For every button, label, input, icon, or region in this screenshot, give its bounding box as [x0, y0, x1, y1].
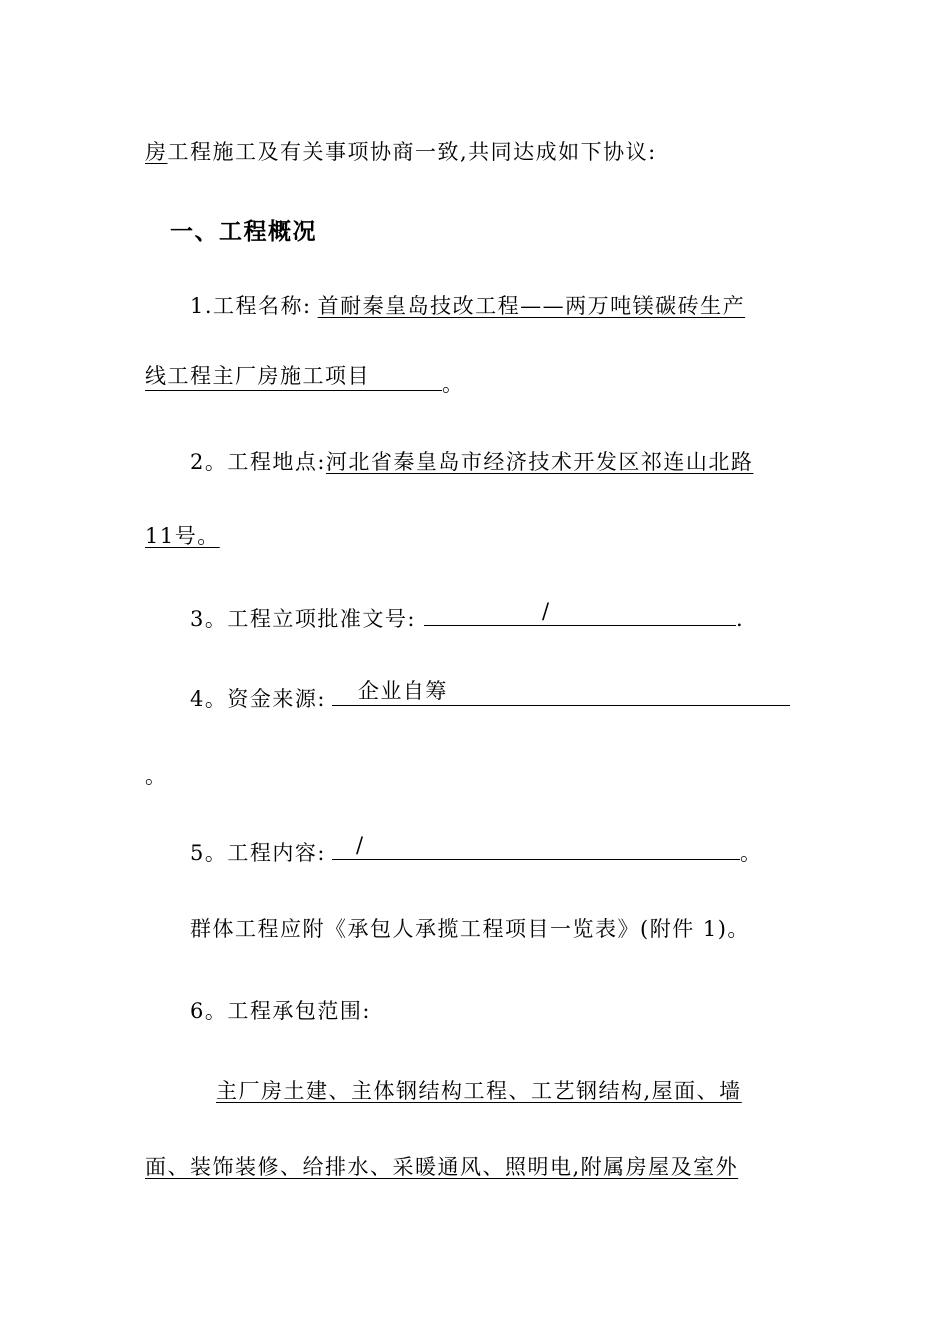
- paragraph-line: [145, 138, 657, 166]
- item3-line: [190, 599, 745, 633]
- item4-line: [190, 679, 790, 713]
- item4-label: 4。资金来源:: [190, 687, 326, 711]
- item6-scope-line-a: [190, 1077, 742, 1105]
- item6-scope-a: 主厂房土建、主体钢结构工程、工艺钢结构,屋面、墙: [216, 1079, 742, 1103]
- note-text: 群体工程应附《承包人承揽工程项目一览表》(附件 1)。: [190, 917, 750, 941]
- item6-line: [190, 997, 371, 1025]
- paragraph-text: 工程施工及有关事项协商一致,共同达成如下协议:: [167, 140, 657, 164]
- item2-line-b: [145, 522, 220, 550]
- item4-value: 企业自筹: [357, 679, 448, 703]
- item5-line: [190, 833, 763, 867]
- section-heading: 一、工程概况: [170, 219, 317, 245]
- note-line: [190, 915, 750, 943]
- item1-line-a: [190, 292, 745, 320]
- item6-scope-b: 面、装饰装修、给排水、采暖通风、照明电,附属房屋及室外: [145, 1155, 739, 1179]
- item4-end: 。: [145, 764, 168, 788]
- item3-value: /: [541, 599, 551, 623]
- item3-value-blank: [424, 599, 736, 626]
- item2-line-a: [190, 448, 753, 476]
- item5-value-blank: [332, 833, 740, 860]
- item1-line-b: [145, 364, 465, 398]
- item1-value-b: 线工程主厂房施工项目: [145, 364, 370, 388]
- item5-end: 。: [739, 841, 763, 865]
- item6-scope-line-b: [145, 1153, 738, 1181]
- item6-label: 6。工程承包范围:: [190, 999, 371, 1023]
- item4-end-line: [145, 762, 168, 790]
- item1-value-a: 首耐秦皇岛技改工程——两万吨镁碳砖生产: [317, 294, 746, 318]
- item2-value-b: 11号。: [145, 524, 220, 548]
- item1-label: 1.工程名称:: [190, 294, 312, 318]
- item2-value-a: 河北省秦皇岛市经济技术开发区祁连山北路: [325, 450, 754, 474]
- item3-label: 3。工程立项批准文号:: [190, 607, 416, 631]
- underlined-char: 房: [145, 140, 168, 164]
- item3-end: .: [735, 607, 745, 631]
- item2-label: 2。工程地点:: [190, 450, 326, 474]
- item5-label: 5。工程内容:: [190, 841, 326, 865]
- item4-value-blank: [332, 679, 790, 706]
- item1-value-b-blank: [145, 364, 442, 391]
- item1-end: 。: [442, 372, 465, 396]
- item5-value: /: [355, 833, 365, 857]
